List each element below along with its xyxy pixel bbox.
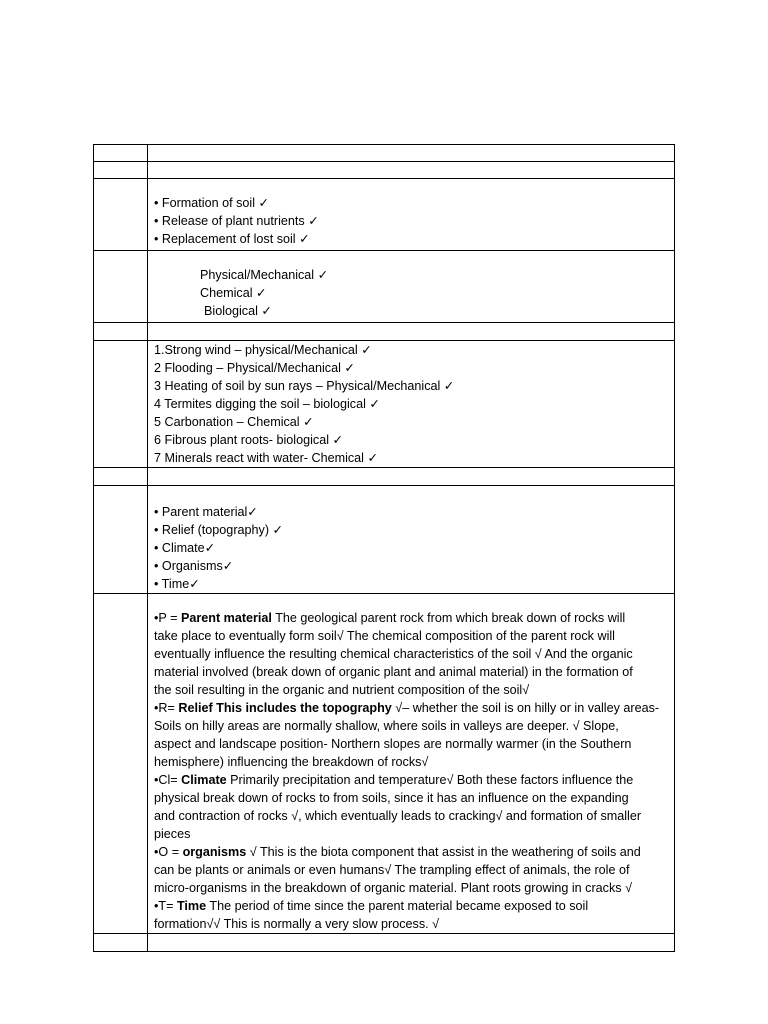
answer-line: • Parent material✓ [154,505,258,519]
table-row [94,594,675,934]
question-number-cell [94,934,148,952]
factor-text-line: hemisphere) influencing the breakdown of rocks√ [154,755,429,769]
answer-line: • Climate✓ [154,541,216,555]
table-row [94,251,675,323]
memo-table [93,144,675,952]
factor-prefix: •O = [154,845,183,859]
factor-text: Primarily precipitation and temperature√ Both these factors influence the [226,773,634,787]
question-number-cell [94,323,148,341]
answer-line: • Replacement of lost soil ✓ [154,232,310,246]
factor-text-line: formation√√ This is normally a very slow process. √ [154,917,440,931]
factor-heading-line [154,843,668,861]
factor-name: organisms [182,845,247,859]
factor-text-line: can be plants or animals or even humans√ The trampling effect of animals, the role of [154,863,630,877]
question-number-cell [94,145,148,162]
answer-line: 2 Flooding – Physical/Mechanical ✓ [154,361,355,375]
factor-name: Parent material [180,611,272,625]
factor-text-line: take place to eventually form soil√ The chemical composition of the parent rock will [154,629,615,643]
answer-line: Biological ✓ [204,304,272,318]
factor-heading-line [154,699,668,717]
answer-line: 6 Fibrous plant roots- biological ✓ [154,433,344,447]
table-row [94,468,675,486]
question-number-cell [94,468,148,486]
table-row [94,934,675,952]
factor-text-line: physical break down of rocks to from soils, since it has an influence on the expanding [154,791,629,805]
answer-line: • Time✓ [154,577,200,591]
answer-cell [148,468,675,486]
question-number-cell [94,251,148,323]
answer-line: Physical/Mechanical ✓ [200,268,329,282]
question-number-cell [94,486,148,594]
answer-cell [148,251,675,323]
factor-text-line: aspect and landscape position- Northern slopes are normally warmer (in the Southern [154,737,632,751]
answer-line: 3 Heating of soil by sun rays – Physical/Mechanical ✓ [154,379,455,393]
factor-name: Time [176,899,207,913]
factor-name: Relief This includes the topography [178,701,392,715]
factor-text-line: and contraction of rocks √, which eventually leads to cracking√ and formation of smaller [154,809,642,823]
question-number-cell [94,179,148,251]
answer-cell [148,145,675,162]
answer-line: • Formation of soil ✓ [154,196,270,210]
factor-prefix: •Cl= [154,773,182,787]
table-row [94,179,675,251]
answer-cell [148,323,675,341]
answer-line: • Relief (topography) ✓ [154,523,284,537]
table-row [94,162,675,179]
answer-cell [148,179,675,251]
memo-table-body [94,145,675,952]
factor-prefix: •R= [154,701,179,715]
table-row [94,323,675,341]
answer-cell [148,934,675,952]
answer-cell [148,594,675,934]
factor-text-line: material involved (break down of organic plant and animal material) in the formation of [154,665,633,679]
factor-heading-line [154,609,668,627]
answer-line: Chemical ✓ [200,286,267,300]
factor-text: The geological parent rock from which break down of rocks will [271,611,626,625]
factor-text-line: the soil resulting in the organic and nutrient composition of the soil√ [154,683,530,697]
table-row [94,486,675,594]
factor-text-line: micro-organisms in the breakdown of organic material. Plant roots growing in cracks √ [154,881,632,895]
factor-prefix: •P = [154,611,181,625]
factor-heading-line [154,771,668,789]
answer-cell [148,341,675,468]
factor-text: The period of time since the parent material became exposed to soil [206,899,589,913]
table-row [94,145,675,162]
factor-text: √– whether the soil is on hilly or in valley areas- [391,701,660,715]
answer-line: 4 Termites digging the soil – biological ✓ [154,397,380,411]
factor-text: √ This is the biota component that assist in the weathering of soils and [246,845,641,859]
answer-line: • Release of plant nutrients ✓ [154,214,319,228]
answer-cell [148,486,675,594]
question-number-cell [94,162,148,179]
factor-text-line: pieces [154,827,191,841]
factor-name: Climate [181,773,227,787]
answer-cell [148,162,675,179]
table-row [94,341,675,468]
answer-line: 1.Strong wind – physical/Mechanical ✓ [154,343,372,357]
answer-line: 5 Carbonation – Chemical ✓ [154,415,314,429]
question-number-cell [94,341,148,468]
answer-line: • Organisms✓ [154,559,234,573]
factor-heading-line [154,897,668,915]
factor-text-line: eventually influence the resulting chemical characteristics of the soil √ And the organic [154,647,633,661]
answer-line: 7 Minerals react with water- Chemical ✓ [154,451,379,465]
factor-text-line: Soils on hilly areas are normally shallow, where soils in valleys are deeper. √ Slope, [154,719,619,733]
factor-prefix: •T= [154,899,177,913]
question-number-cell [94,594,148,934]
